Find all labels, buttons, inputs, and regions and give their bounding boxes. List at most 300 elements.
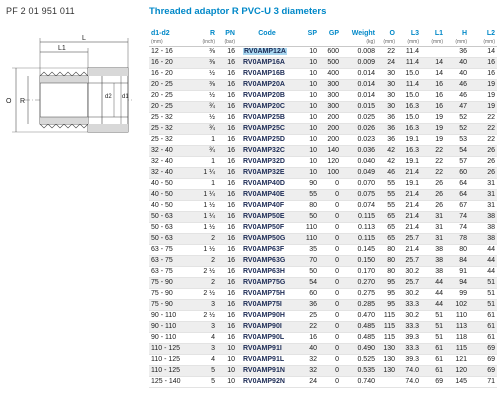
- table-cell: 10: [297, 68, 319, 79]
- table-row: [149, 310, 497, 321]
- table-cell: 30.2: [397, 288, 421, 299]
- unit-label: [297, 38, 319, 46]
- col-header: L3: [410, 30, 419, 37]
- table-cell: ¾: [193, 145, 217, 156]
- table-cell: 16: [217, 233, 237, 244]
- product-code-cell: RV0AMP16A: [243, 58, 285, 66]
- table-row: [149, 123, 497, 134]
- table-cell: 130: [377, 365, 397, 376]
- table-cell: 32 - 40: [149, 156, 193, 167]
- table-cell: 84: [445, 255, 469, 266]
- table-cell: 31: [421, 233, 445, 244]
- table-cell: 1 ¼: [193, 167, 217, 178]
- product-code-cell: RV0AMP25D: [243, 135, 285, 143]
- table-cell: 31: [469, 178, 497, 189]
- table-cell: 67: [445, 200, 469, 211]
- table-cell: 16: [217, 200, 237, 211]
- table-cell: [237, 332, 297, 343]
- table-cell: 14: [469, 46, 497, 57]
- table-cell: 90 - 110: [149, 321, 193, 332]
- table-cell: 0: [319, 178, 341, 189]
- table-cell: 10: [297, 156, 319, 167]
- unit-label: (mm): [397, 38, 421, 46]
- table-cell: 69: [421, 376, 445, 387]
- col-header: GP: [328, 30, 339, 37]
- table-cell: 16: [217, 57, 237, 68]
- label-l: L: [82, 35, 86, 42]
- table-cell: 115: [377, 310, 397, 321]
- table-cell: 0.145: [341, 244, 377, 255]
- table-cell: 5: [193, 365, 217, 376]
- table-cell: [237, 46, 297, 57]
- table-cell: 55: [297, 189, 319, 200]
- table-cell: 0: [319, 189, 341, 200]
- table-cell: 0.535: [341, 365, 377, 376]
- table-cell: 16: [469, 57, 497, 68]
- table-cell: 10: [297, 101, 319, 112]
- unit-label: (mm): [469, 38, 497, 46]
- table-row: [149, 167, 497, 178]
- table-cell: 10: [297, 134, 319, 145]
- table-cell: 2: [193, 233, 217, 244]
- product-code-cell: RV0AMP50G: [243, 234, 286, 242]
- table-cell: 21.4: [397, 211, 421, 222]
- product-code-cell: RV0AMP90H: [243, 311, 285, 319]
- table-cell: 400: [319, 68, 341, 79]
- table-row: [149, 299, 497, 310]
- table-cell: 36: [297, 299, 319, 310]
- table-cell: 12 - 16: [149, 46, 193, 57]
- table-cell: [237, 68, 297, 79]
- table-cell: 74: [445, 222, 469, 233]
- table-cell: 26: [469, 156, 497, 167]
- table-cell: 500: [319, 57, 341, 68]
- table-cell: 25: [297, 310, 319, 321]
- table-cell: 3: [193, 321, 217, 332]
- col-header: H: [461, 30, 467, 37]
- table-cell: 38: [469, 222, 497, 233]
- table-cell: 1: [193, 156, 217, 167]
- table-cell: 30: [377, 90, 397, 101]
- table-cell: 110: [297, 222, 319, 233]
- product-code-cell: RV0AMP32C: [243, 146, 285, 154]
- table-cell: 51: [421, 332, 445, 343]
- table-cell: 75 - 90: [149, 288, 193, 299]
- table-cell: 110: [297, 233, 319, 244]
- table-cell: 24: [297, 376, 319, 387]
- unit-label: (mm): [445, 38, 469, 46]
- table-cell: 19.1: [397, 178, 421, 189]
- product-code-cell: RV0AMP40D: [243, 179, 285, 187]
- table-cell: 22: [421, 167, 445, 178]
- table-cell: 44: [469, 266, 497, 277]
- table-cell: [237, 299, 297, 310]
- table-cell: 16: [217, 189, 237, 200]
- table-cell: 22: [297, 321, 319, 332]
- table-cell: ½: [193, 90, 217, 101]
- table-cell: 16: [217, 244, 237, 255]
- table-cell: 0.040: [341, 156, 377, 167]
- table-cell: 63 - 75: [149, 255, 193, 266]
- table-cell: 54: [297, 277, 319, 288]
- table-cell: 26: [421, 200, 445, 211]
- table-cell: 31: [469, 189, 497, 200]
- table-cell: 0: [319, 299, 341, 310]
- table-cell: 21.4: [397, 200, 421, 211]
- table-cell: 33.3: [397, 343, 421, 354]
- table-cell: 14: [421, 57, 445, 68]
- table-cell: 25.7: [397, 233, 421, 244]
- table-cell: 16: [421, 79, 445, 90]
- table-cell: 0.074: [341, 200, 377, 211]
- table-cell: 42: [377, 156, 397, 167]
- table-cell: 63 - 75: [149, 244, 193, 255]
- table-cell: 16 - 20: [149, 68, 193, 79]
- table-cell: 26: [421, 178, 445, 189]
- table-cell: 69: [469, 365, 497, 376]
- table-cell: 22: [377, 46, 397, 57]
- table-cell: 0.490: [341, 343, 377, 354]
- header-row: [149, 28, 497, 38]
- table-cell: 70: [297, 255, 319, 266]
- table-cell: 0.470: [341, 310, 377, 321]
- table-cell: 110 - 125: [149, 354, 193, 365]
- table-row: [149, 332, 497, 343]
- table-cell: 16.3: [397, 145, 421, 156]
- table-cell: 40 - 50: [149, 200, 193, 211]
- product-code-cell: RV0AMP25C: [243, 124, 285, 132]
- table-cell: [237, 167, 297, 178]
- product-code-cell: RV0AMP90I: [243, 322, 282, 330]
- technical-drawing: [2, 30, 138, 146]
- table-cell: 16.3: [397, 101, 421, 112]
- table-cell: 2 ½: [193, 266, 217, 277]
- table-cell: 102: [445, 299, 469, 310]
- col-header: PN: [225, 30, 235, 37]
- label-o: O: [6, 98, 12, 105]
- table-cell: 32 - 40: [149, 167, 193, 178]
- table-cell: 16: [297, 332, 319, 343]
- table-cell: 65: [377, 233, 397, 244]
- table-row: [149, 178, 497, 189]
- unit-label: [319, 38, 341, 46]
- product-code-cell: RV0AMP92N: [243, 377, 285, 385]
- table-cell: 15.0: [397, 90, 421, 101]
- table-row: [149, 68, 497, 79]
- table-cell: 110 - 125: [149, 365, 193, 376]
- table-cell: [237, 178, 297, 189]
- product-code-cell: RV0AMP32D: [243, 157, 285, 165]
- table-cell: 115: [445, 343, 469, 354]
- table-cell: 10: [217, 376, 237, 387]
- table-cell: 1: [193, 178, 217, 189]
- table-cell: 0.150: [341, 255, 377, 266]
- table-cell: 3: [193, 299, 217, 310]
- table-cell: 16: [217, 145, 237, 156]
- table-cell: [421, 46, 445, 57]
- table-cell: 39.3: [397, 332, 421, 343]
- table-cell: [237, 134, 297, 145]
- product-code-cell: RV0AMP75G: [243, 278, 286, 286]
- product-code-cell: RV0AMP63H: [243, 267, 285, 275]
- table-cell: 50 - 63: [149, 233, 193, 244]
- table-cell: [237, 200, 297, 211]
- table-cell: 1 ½: [193, 200, 217, 211]
- table-row: [149, 277, 497, 288]
- table-cell: 0.485: [341, 332, 377, 343]
- table-cell: 36: [377, 123, 397, 134]
- table-cell: 0.014: [341, 90, 377, 101]
- table-cell: [237, 123, 297, 134]
- table-cell: 64: [445, 178, 469, 189]
- table-cell: 16: [217, 310, 237, 321]
- table-cell: 33.3: [397, 299, 421, 310]
- table-cell: 25 - 32: [149, 112, 193, 123]
- table-cell: [237, 189, 297, 200]
- table-cell: [237, 79, 297, 90]
- table-cell: 115: [377, 321, 397, 332]
- table-cell: 36: [377, 112, 397, 123]
- col-header: Weight: [351, 30, 375, 37]
- table-cell: 0: [319, 376, 341, 387]
- table-cell: 16: [217, 101, 237, 112]
- table-cell: 300: [319, 79, 341, 90]
- label-r: R: [20, 98, 26, 105]
- table-cell: 61: [421, 354, 445, 365]
- table-cell: 16: [421, 90, 445, 101]
- adaptor-drawing-icon: [2, 30, 138, 146]
- table-cell: 30: [377, 101, 397, 112]
- table-cell: 24: [377, 57, 397, 68]
- table-row: [149, 266, 497, 277]
- table-cell: [237, 112, 297, 123]
- table-cell: 35: [297, 244, 319, 255]
- table-row: [149, 101, 497, 112]
- table-cell: 15.0: [397, 68, 421, 79]
- table-cell: [237, 354, 297, 365]
- table-cell: 51: [469, 277, 497, 288]
- table-cell: 95: [377, 299, 397, 310]
- table-cell: 30.2: [397, 266, 421, 277]
- product-code-cell: RV0AMP91L: [243, 355, 285, 363]
- table-cell: 11.4: [397, 57, 421, 68]
- table-cell: 22: [469, 123, 497, 134]
- table-cell: 0.014: [341, 68, 377, 79]
- table-cell: 130: [377, 354, 397, 365]
- table-cell: 78: [445, 233, 469, 244]
- table-cell: 0: [319, 244, 341, 255]
- table-cell: 1: [193, 134, 217, 145]
- table-cell: 50: [297, 211, 319, 222]
- table-cell: 22: [421, 145, 445, 156]
- table-cell: 0.170: [341, 266, 377, 277]
- table-cell: 19: [421, 112, 445, 123]
- table-cell: 0: [319, 266, 341, 277]
- table-cell: 19.1: [397, 134, 421, 145]
- table-cell: 0: [319, 332, 341, 343]
- table-cell: 16: [217, 266, 237, 277]
- table-cell: 21.4: [397, 222, 421, 233]
- table-cell: 113: [445, 321, 469, 332]
- table-cell: 20 - 25: [149, 101, 193, 112]
- table-cell: [237, 90, 297, 101]
- table-cell: 0.270: [341, 277, 377, 288]
- table-cell: 0: [319, 255, 341, 266]
- product-code-cell: RV0AMP50E: [243, 212, 285, 220]
- table-cell: 0.740: [341, 376, 377, 387]
- unit-label: (mm): [421, 38, 445, 46]
- table-cell: ½: [193, 112, 217, 123]
- table-cell: 16: [217, 211, 237, 222]
- table-cell: 0.036: [341, 145, 377, 156]
- table-cell: 0.008: [341, 46, 377, 57]
- table-cell: 95: [377, 277, 397, 288]
- table-cell: 94: [445, 277, 469, 288]
- col-header: d1-d2: [151, 30, 170, 37]
- table-cell: 39.3: [397, 354, 421, 365]
- table-cell: 16: [217, 222, 237, 233]
- table-cell: 0.023: [341, 134, 377, 145]
- table-cell: 36: [445, 46, 469, 57]
- table-cell: 38: [469, 233, 497, 244]
- table-cell: 90 - 110: [149, 332, 193, 343]
- table-cell: 19: [469, 90, 497, 101]
- table-cell: [237, 145, 297, 156]
- table-cell: 61: [469, 321, 497, 332]
- table-cell: 95: [377, 288, 397, 299]
- table-cell: 16: [217, 299, 237, 310]
- table-cell: 4: [193, 332, 217, 343]
- table-row: [149, 156, 497, 167]
- table-cell: 75 - 90: [149, 277, 193, 288]
- table-cell: 80: [377, 266, 397, 277]
- table-cell: 25 - 32: [149, 134, 193, 145]
- unit-label: (mm): [149, 38, 193, 46]
- table-cell: 55: [377, 189, 397, 200]
- table-cell: 61: [421, 343, 445, 354]
- table-row: [149, 233, 497, 244]
- product-code-cell: RV0AMP20B: [243, 91, 285, 99]
- table-cell: 20 - 25: [149, 90, 193, 101]
- table-cell: 300: [319, 101, 341, 112]
- table-cell: 52: [445, 123, 469, 134]
- table-cell: [237, 57, 297, 68]
- table-cell: [237, 233, 297, 244]
- table-row: [149, 46, 497, 57]
- table-cell: 0: [319, 354, 341, 365]
- table-cell: 2 ½: [193, 310, 217, 321]
- table-cell: 61: [469, 310, 497, 321]
- spec-table: [149, 28, 497, 388]
- table-cell: ⅜: [193, 57, 217, 68]
- product-code-cell: RV0AMP20A: [243, 80, 285, 88]
- table-cell: 16 - 20: [149, 57, 193, 68]
- table-cell: 16: [217, 255, 237, 266]
- table-cell: 0.275: [341, 288, 377, 299]
- table-cell: 10: [297, 145, 319, 156]
- table-cell: 31: [421, 211, 445, 222]
- table-cell: [377, 376, 397, 387]
- table-cell: 40 - 50: [149, 178, 193, 189]
- table-cell: 10: [297, 79, 319, 90]
- table-cell: 11.4: [397, 46, 421, 57]
- table-cell: 10: [297, 46, 319, 57]
- table-cell: 52: [445, 112, 469, 123]
- col-header: L2: [486, 30, 495, 37]
- table-cell: 0.115: [341, 233, 377, 244]
- table-cell: 74: [445, 211, 469, 222]
- table-cell: 16: [217, 46, 237, 57]
- product-code-cell: RV0AMP90L: [243, 333, 285, 341]
- table-body: [149, 46, 497, 387]
- table-cell: 200: [319, 123, 341, 134]
- table-cell: 16: [421, 101, 445, 112]
- table-cell: 50: [297, 266, 319, 277]
- table-cell: 21.4: [397, 167, 421, 178]
- product-code-cell: RV0AMP40F: [243, 201, 285, 209]
- table-cell: [237, 156, 297, 167]
- table-cell: 0: [319, 211, 341, 222]
- table-cell: 16: [217, 156, 237, 167]
- table-row: [149, 134, 497, 145]
- table-cell: 46: [377, 167, 397, 178]
- table-row: [149, 57, 497, 68]
- table-cell: 21.4: [397, 189, 421, 200]
- table-cell: 11.4: [397, 79, 421, 90]
- unit-label: (kg): [341, 38, 377, 46]
- table-cell: 140: [319, 145, 341, 156]
- table-cell: 0.026: [341, 123, 377, 134]
- col-header: Code: [258, 30, 276, 37]
- table-cell: 25 - 32: [149, 123, 193, 134]
- label-d1: d1: [122, 94, 129, 100]
- table-cell: 0.075: [341, 189, 377, 200]
- table-cell: ½: [193, 68, 217, 79]
- product-code: PF 2 01 951 011: [6, 6, 75, 16]
- table-cell: 50 - 63: [149, 211, 193, 222]
- table-cell: 118: [445, 332, 469, 343]
- table-cell: [237, 288, 297, 299]
- table-cell: 2 ½: [193, 288, 217, 299]
- unit-label: (inch): [193, 38, 217, 46]
- table-cell: 20 - 25: [149, 79, 193, 90]
- table-cell: [237, 211, 297, 222]
- col-header: L1: [434, 30, 443, 37]
- table-cell: 22: [469, 134, 497, 145]
- table-cell: 0: [319, 200, 341, 211]
- table-cell: 0: [319, 233, 341, 244]
- table-cell: 5: [193, 376, 217, 387]
- product-code-cell: RV0AMP75I: [243, 300, 282, 308]
- table-cell: 16: [217, 90, 237, 101]
- table-row: [149, 211, 497, 222]
- table-cell: 99: [445, 288, 469, 299]
- table-cell: 65: [377, 222, 397, 233]
- unit-label: [237, 38, 297, 46]
- table-cell: 120: [319, 156, 341, 167]
- table-cell: 26: [469, 145, 497, 156]
- table-cell: 50 - 63: [149, 222, 193, 233]
- table-cell: 19: [421, 134, 445, 145]
- table-cell: 10: [217, 343, 237, 354]
- table-cell: 40 - 50: [149, 189, 193, 200]
- table-cell: 0: [319, 288, 341, 299]
- table-cell: 125 - 140: [149, 376, 193, 387]
- table-cell: 65: [377, 211, 397, 222]
- table-row: [149, 90, 497, 101]
- table-cell: 91: [445, 266, 469, 277]
- table-cell: [237, 376, 297, 387]
